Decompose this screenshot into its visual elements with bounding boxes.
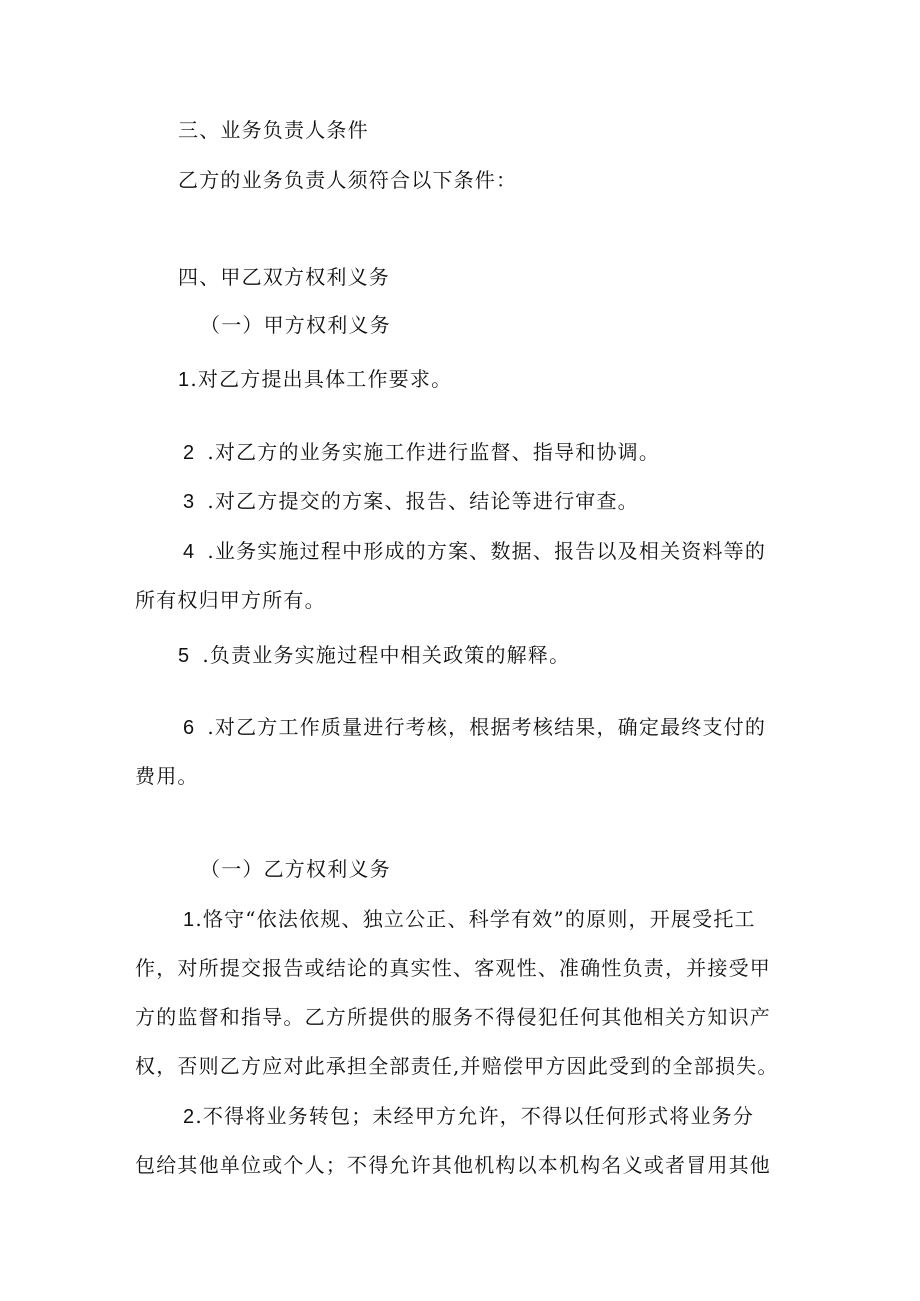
section-4-heading: 四、甲乙双方权利义务	[178, 265, 390, 289]
item-number: 5	[178, 645, 191, 667]
party-a-item-6-continued: 费用。	[135, 764, 199, 788]
party-b-item-2	[183, 1104, 754, 1129]
item-text: .业务实施过程中形成的方案、数据、报告以及相关资料等的	[207, 539, 767, 563]
item-number: 6	[183, 717, 196, 739]
item-number: 2	[183, 442, 196, 464]
party-a-subheading: （一）甲方权利义务	[200, 313, 391, 337]
item-text: .对乙方的业务实施工作进行监督、指导和协调。	[207, 440, 661, 464]
party-b-subheading: （一）乙方权利义务	[200, 857, 391, 881]
item-text: .恪守“依法依规、独立公正、科学有效”的原则，开展受托工	[195, 907, 756, 931]
item-text: .负责业务实施过程中相关政策的解释。	[202, 643, 571, 667]
item-number: 1	[178, 369, 191, 391]
section-3-intro: 乙方的业务负责人须符合以下条件：	[178, 168, 518, 192]
party-b-item-1-line-4: 权，否则乙方应对此承担全部责任,并赔偿甲方因此受到的全部损失。	[135, 1054, 779, 1078]
party-b-item-1-line-2: 作，对所提交报告或结论的真实性、客观性、准确性负责，并接受甲	[135, 956, 771, 980]
item-text: .不得将业务转包；未经甲方允许，不得以任何形式将业务分	[195, 1104, 755, 1128]
party-a-item-4-continued: 所有权归甲方所有。	[135, 588, 326, 612]
party-b-item-1-line-3: 方的监督和指导。乙方所提供的服务不得侵犯任何其他相关方知识产	[135, 1005, 771, 1029]
party-a-item-6	[183, 715, 766, 740]
party-b-item-1	[183, 907, 756, 932]
item-number: 4	[183, 541, 196, 563]
party-b-item-2-line-2: 包给其他单位或个人；不得允许其他机构以本机构名义或者冒用其他	[135, 1153, 771, 1177]
item-number: 1	[183, 909, 196, 931]
party-a-item-4	[183, 539, 766, 564]
item-text: .对乙方提交的方案、报告、结论等进行审查。	[207, 489, 639, 513]
party-a-item-5	[178, 643, 570, 668]
item-text: .对乙方提出具体工作要求。	[190, 367, 453, 391]
item-text: .对乙方工作质量进行考核，根据考核结果，确定最终支付的	[207, 715, 767, 739]
party-a-item-3	[183, 489, 639, 514]
party-a-item-1	[178, 367, 452, 392]
item-number: 2	[183, 1106, 196, 1128]
section-3-heading: 三、业务负责人条件	[178, 118, 369, 142]
party-a-item-2	[183, 440, 660, 465]
item-number: 3	[183, 491, 196, 513]
